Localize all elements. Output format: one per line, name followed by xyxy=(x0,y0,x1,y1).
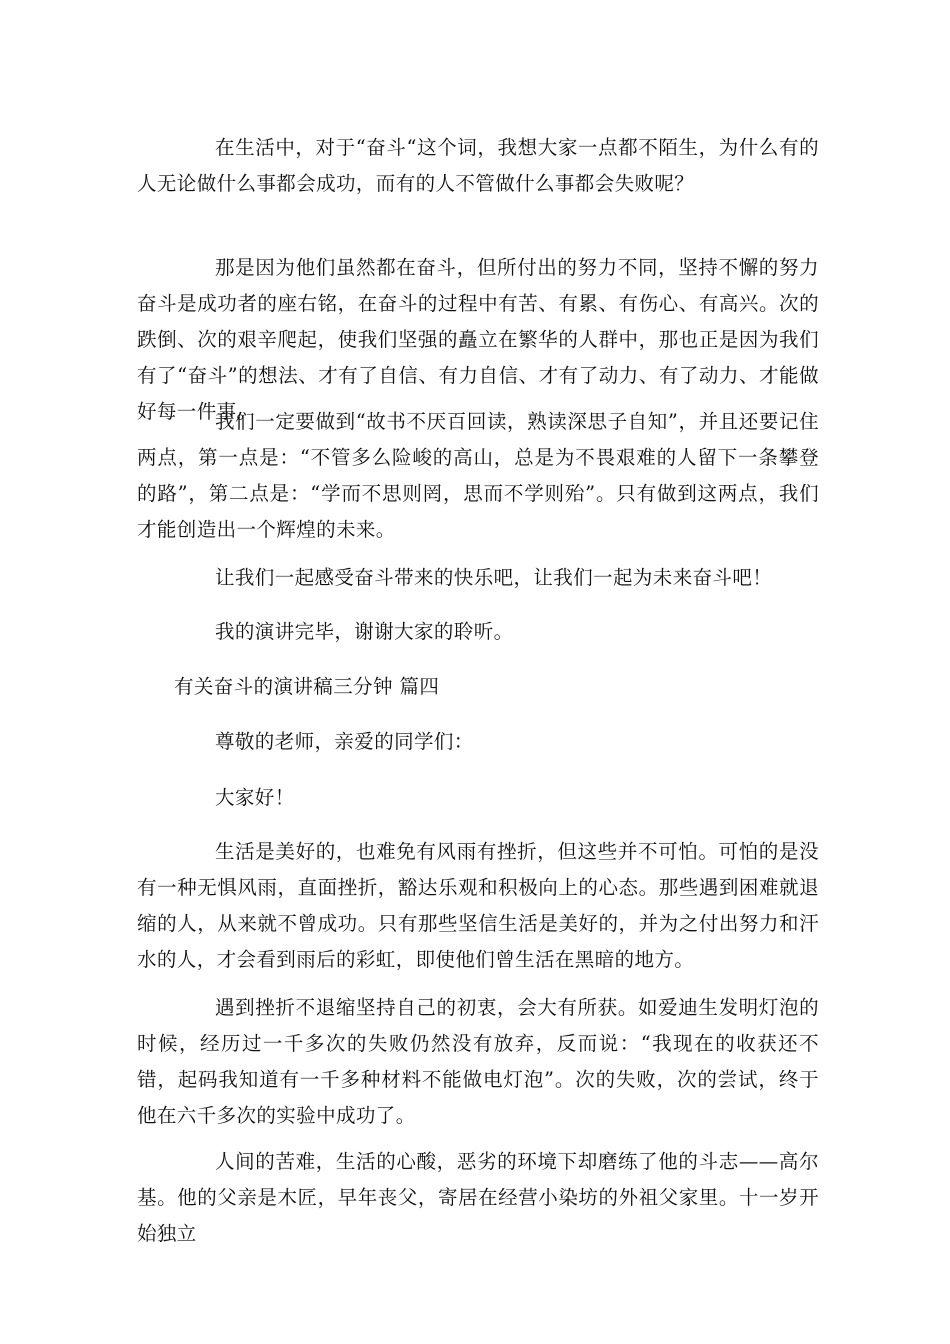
paragraph-7: 遇到挫折不退缩坚持自己的初衷，会大有所获。如爱迪生发明灯泡的时候，经历过一千多次的失败仍然没有放弃，反而说：“我现在的收获还不错，起码我知道有一千多种材料不能做电灯泡”。次的失败，次的尝试，终于他在六千多次的实验中成功了。 xyxy=(137,996,819,1127)
paragraph-2: 那是因为他们虽然都在奋斗，但所付出的努力不同，坚持不懈的努力奋斗是成功者的座右铭，在奋斗的过程中有苦、有累、有伤心、有高兴。次的跌倒、次的艰辛爬起，使我们坚强的矗立在繁华的人群中，那也正是因为我们有了“奋斗”的想法、才有了自信、有力自信、才有了动力、有了动力、才能做好每一件事。 xyxy=(137,256,819,423)
paragraph-6: 生活是美好的，也难免有风雨有挫折，但这些并不可怕。可怕的是没有一种无惧风雨，直面挫折，豁达乐观和积极向上的心态。那些遇到困难就退缩的人，从来就不曾成功。只有那些坚信生活是美好的，并为之付出努力和汗水的人，才会看到雨后的彩虹，即使他们曾生活在黑暗的地方。 xyxy=(137,840,819,971)
section-heading: 有关奋斗的演讲稿三分钟 篇四 xyxy=(174,675,440,698)
paragraph-5: 我的演讲完毕，谢谢大家的聆听。 xyxy=(215,620,514,643)
paragraph-8: 人间的苦难，生活的心酸，恶劣的环境下却磨练了他的斗志——高尔基。他的父亲是木匠，早年丧父，寄居在经营小染坊的外祖父家里。十一岁开始独立 xyxy=(137,1150,819,1245)
greeting: 大家好！ xyxy=(215,786,295,809)
paragraph-1: 在生活中，对于“奋斗“这个词，我想大家一点都不陌生，为什么有的人无论做什么事都会成功，而有的人不管做什么事都会失败呢？ xyxy=(137,136,819,195)
paragraph-3: 我们一定要做到“故书不厌百回读，熟读深思子自知”，并且还要记住两点，第一点是：“不管多么险峻的高山，总是为不畏艰难的人留下一条攀登的路”，第二点是：“学而不思则罔，思而不学则殆”。只有做到这两点，我们才能创造出一个辉煌的未来。 xyxy=(137,410,819,541)
salutation: 尊敬的老师，亲爱的同学们： xyxy=(215,730,474,753)
paragraph-4: 让我们一起感受奋斗带来的快乐吧，让我们一起为未来奋斗吧！ xyxy=(215,566,773,589)
